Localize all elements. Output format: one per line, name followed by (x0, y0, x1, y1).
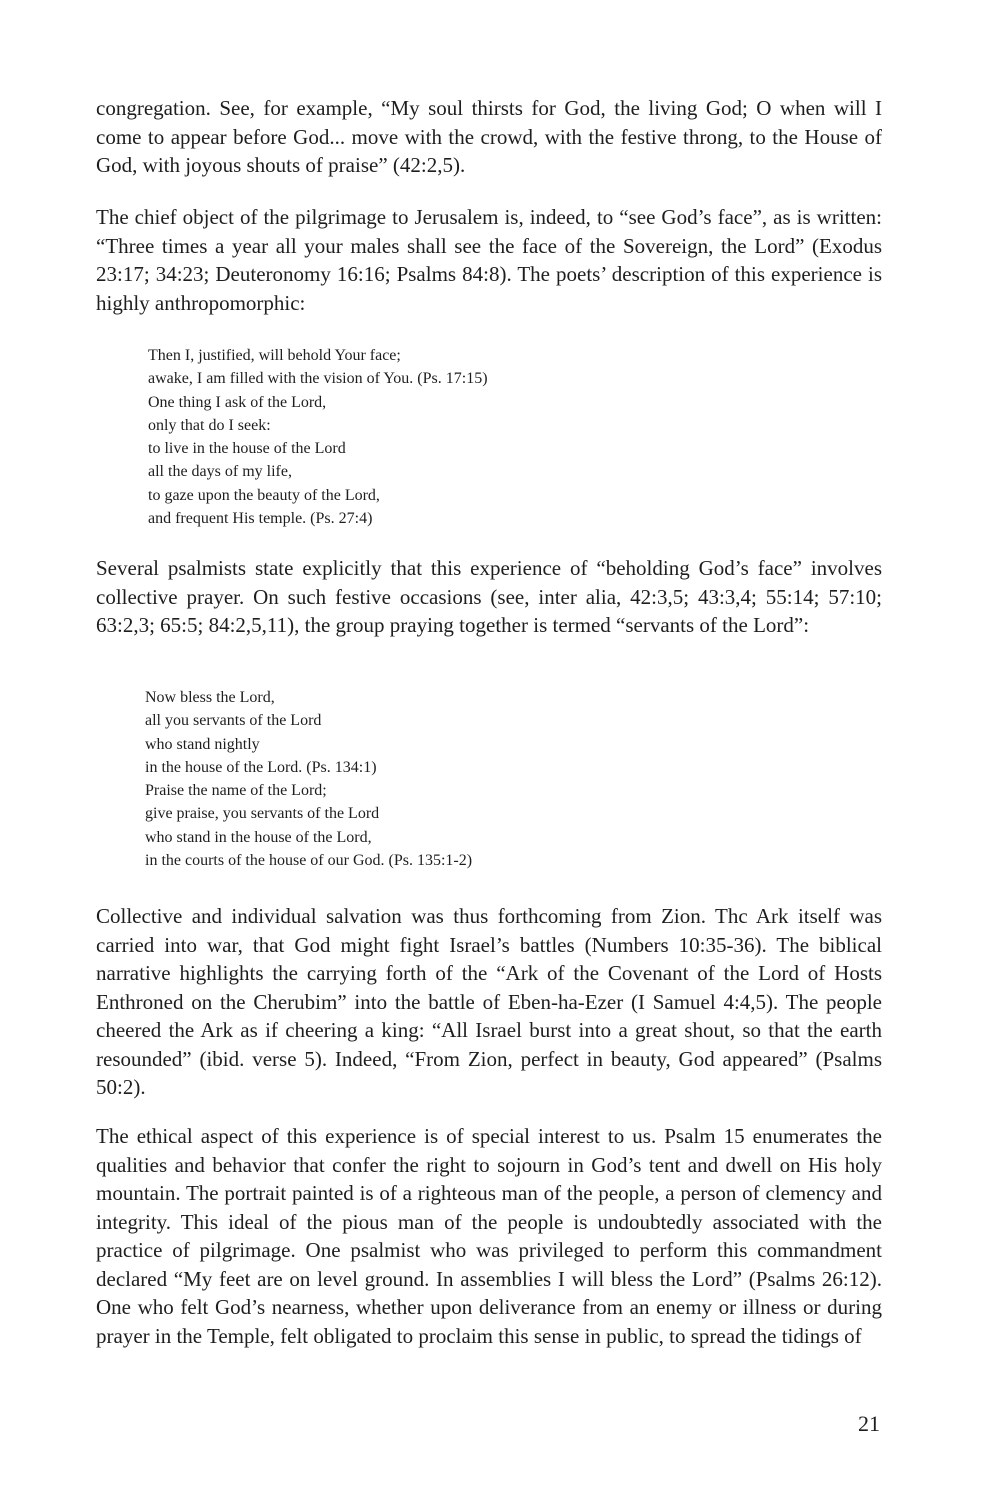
quote-line: in the courts of the house of our God. (Ps. 135:1-2) (145, 852, 473, 870)
quote-line: only that do I seek: (148, 416, 271, 434)
quote-line: to live in the house of the Lord (148, 440, 346, 458)
quote-line: Now bless the Lord, (145, 689, 275, 706)
page-number: 21 (858, 1411, 880, 1436)
paragraph-ethical-aspect: The ethical aspect of this experience is of special interest to us. Psalm 15 enumerates the qualities and behavior that confer the right to sojourn in God’s tent and dwell on His holy mountain. The portrait painted is of a righteous man of the people, a person of clemency and integrity. This ideal of the pious man of the people is undoubtedly associated with the practice of pilgrimage. One psalmist who was privileged to perform this commandment declared “My feet are on level ground. In assemblies I will bless the Lord” (Psalms 26:12). One who felt God’s nearness, whether upon deliverance from an enemy or illness or during prayer in the Temple, felt obligated to proclaim this sense in public, to spread the tidings of (96, 1124, 882, 1348)
quote-line: all you servants of the Lord (145, 712, 322, 730)
block-quote-psalms-17-27 (148, 344, 708, 530)
quote-line: One thing I ask of the Lord, (148, 393, 327, 411)
quote-line: who stand in the house of the Lord, (145, 828, 372, 846)
quote-line: all the days of my life, (148, 463, 292, 481)
quote-line: awake, I am filled with the vision of You. (Ps. 17:15) (148, 370, 488, 388)
paragraph-collective-prayer: Several psalmists state explicitly that this experience of “beholding God’s face” involves collective prayer. On such festive occasions (see, inter alia, 42:3,5; 43:3,4; 55:14; 57:10; 63:2,3; 65:5; 84:2,5,11), the group praying together is termed “servants of the Lord”: (96, 556, 882, 637)
block-quote-psalms-134-135 (145, 686, 705, 872)
paragraph-congregation: congregation. See, for example, “My soul thirsts for God, the living God; O when will I come to appear before God... move with the crowd, with the festive throng, to the House of God, with joyous shouts of praise” (42:2,5). (96, 96, 882, 177)
quote-line: give praise, you servants of the Lord (145, 805, 380, 823)
quote-line: Then I, justified, will behold Your face; (148, 347, 401, 364)
quote-line: in the house of the Lord. (Ps. 134:1) (145, 758, 377, 776)
paragraph-salvation-from-zion: Collective and individual salvation was thus forthcoming from Zion. Thc Ark itself was carried into war, that God might fight Israel’s battles (Numbers 10:35-36). The biblical narrative highlights the carrying forth of the “Ark of the Covenant of the Lord of Hosts Enthroned on the Cherubim” into the battle of Eben-ha-Ezer (I Samuel 4:4,5). The people cheered the Ark as if cheering a king: “All Israel burst into a great shout, so that the earth resounded” (ibid. verse 5). Indeed, “From Zion, perfect in beauty, God appeared” (Psalms 50:2). (96, 904, 882, 1099)
quote-line: who stand nightly (145, 735, 260, 753)
quote-line: and frequent His temple. (Ps. 27:4) (148, 510, 373, 528)
quote-line: to gaze upon the beauty of the Lord, (148, 486, 380, 504)
quote-line: Praise the name of the Lord; (145, 782, 327, 800)
paragraph-pilgrimage: The chief object of the pilgrimage to Jerusalem is, indeed, to “see God’s face”, as is written: “Three times a year all your males shall see the face of the Sovereign, the Lord” (Exodus 23:17; 34:23; Deuteronomy 16:16; Psalms 84:8). The poets’ description of this experience is highly anthropomorphic: (96, 205, 882, 315)
